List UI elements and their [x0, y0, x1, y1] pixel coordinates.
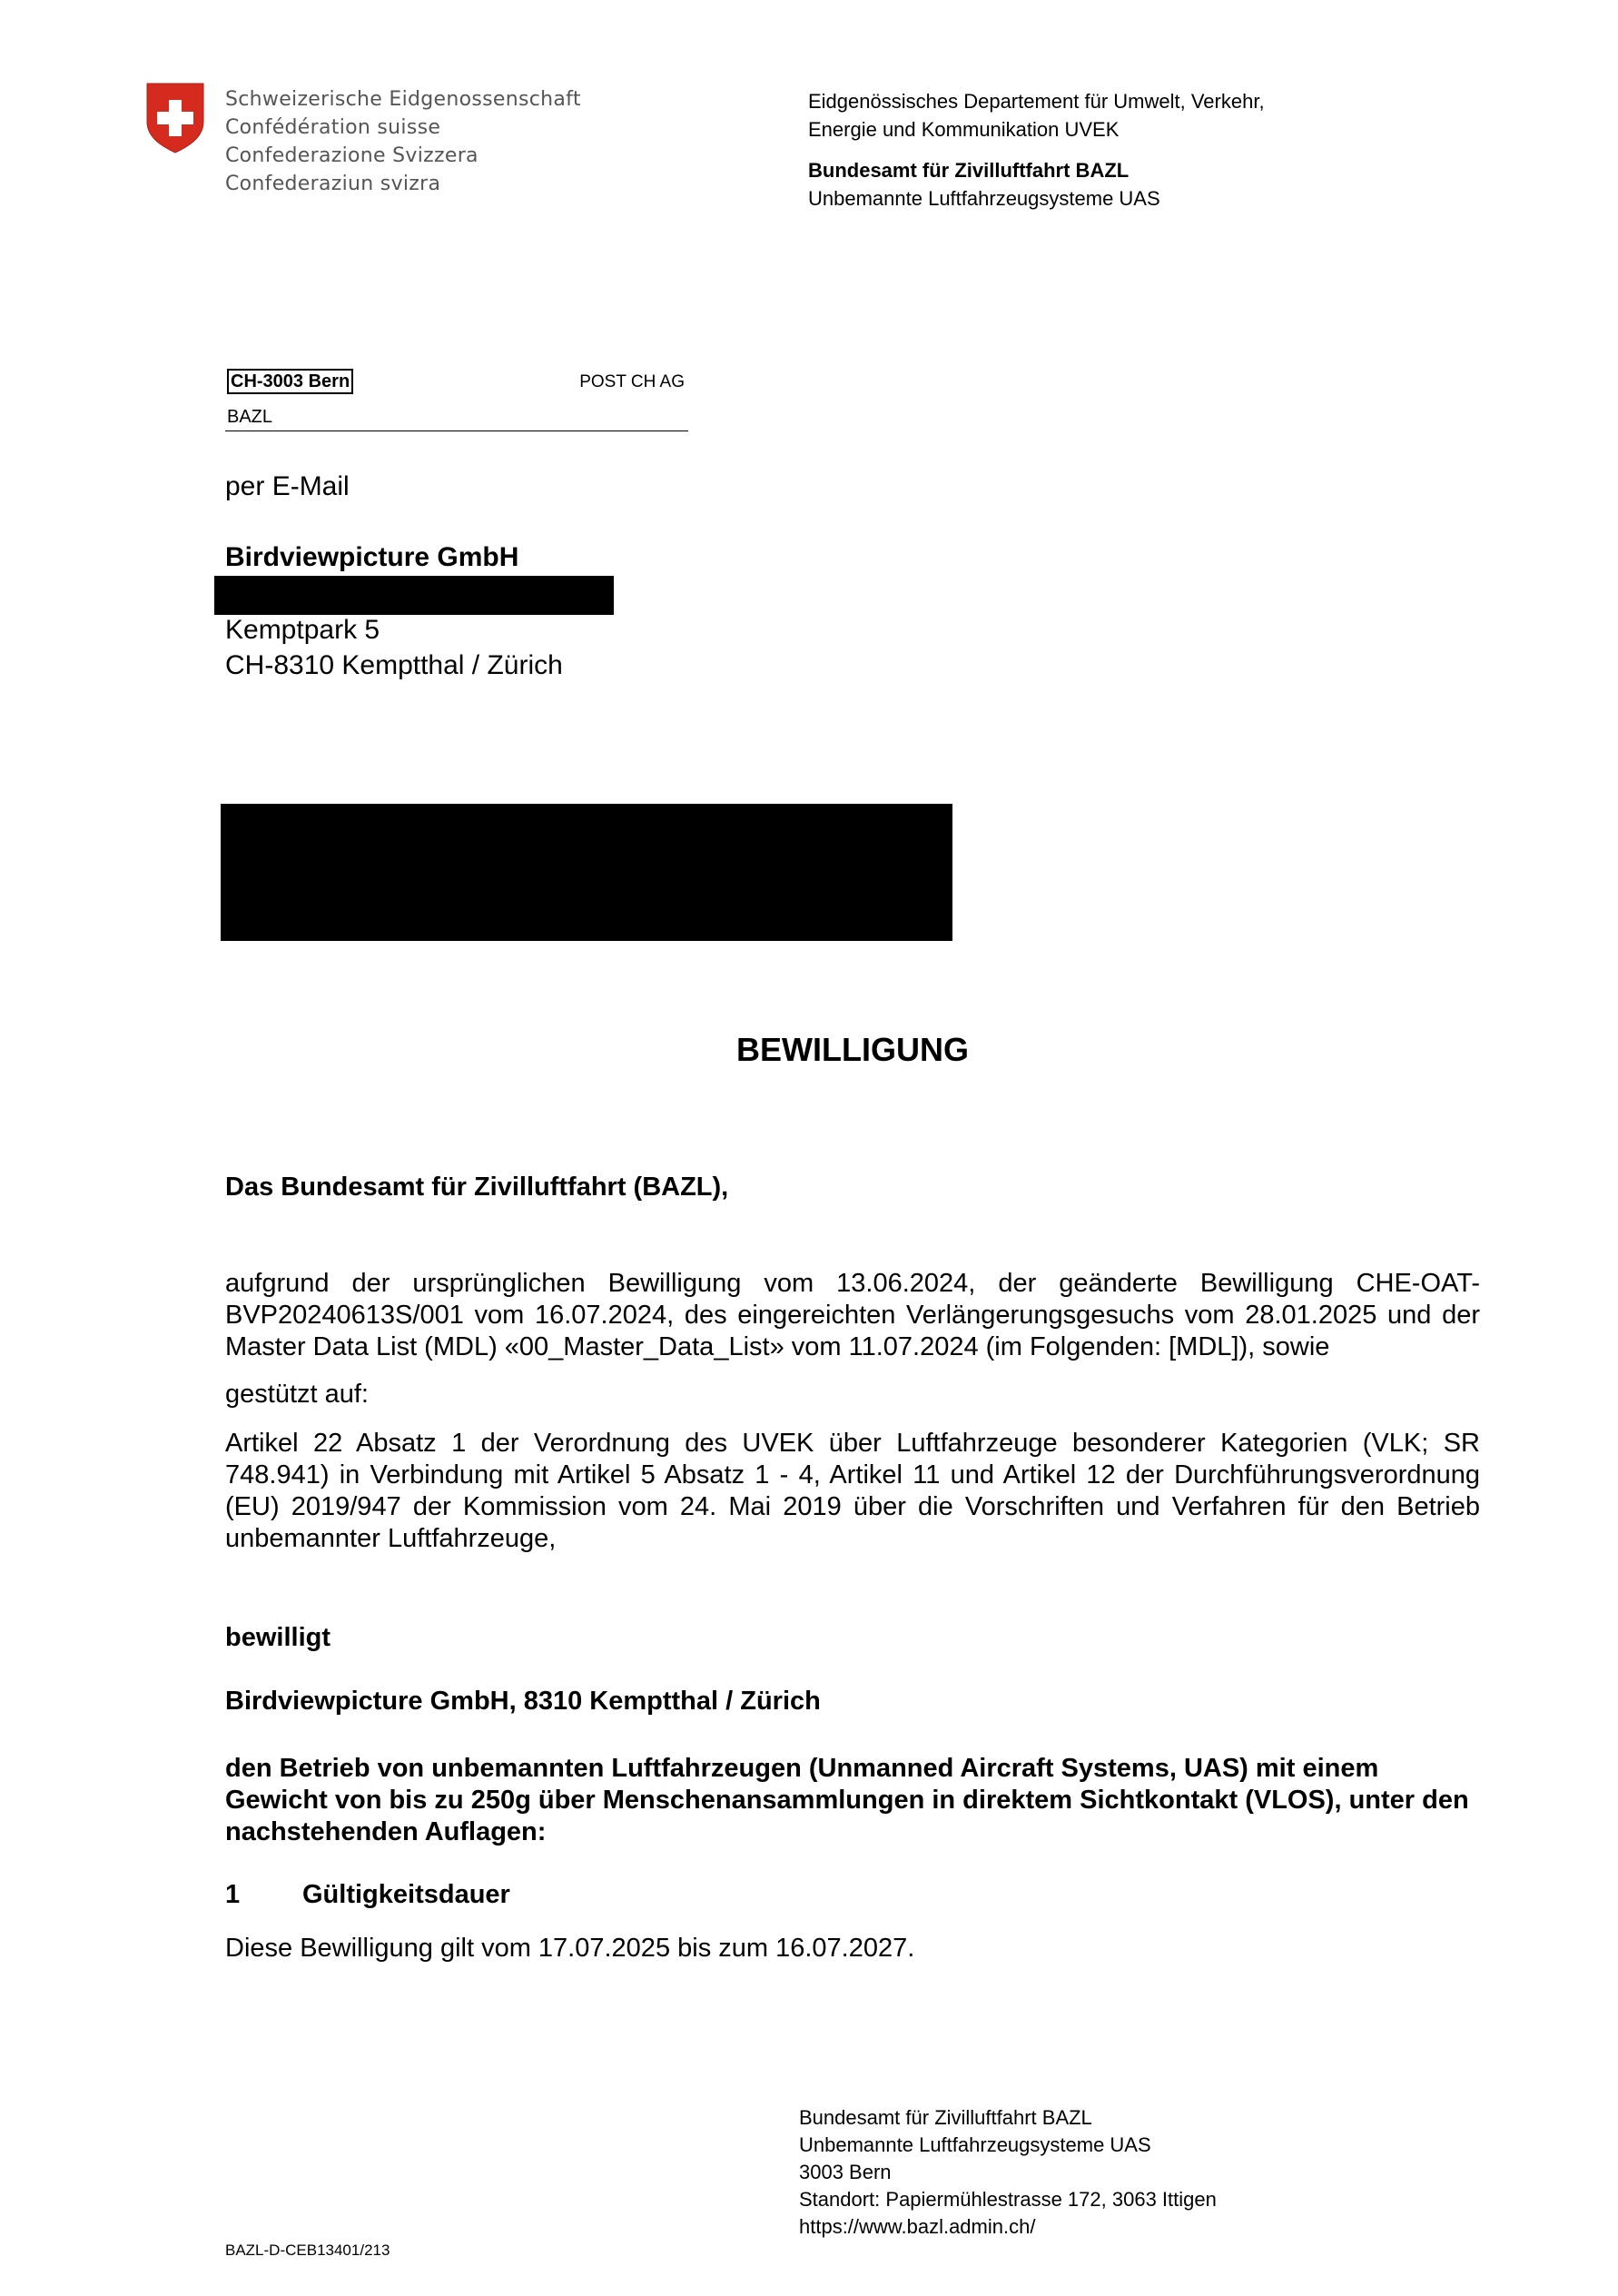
department-line-1: Eidgenössisches Departement für Umwelt, Verkehr, [808, 90, 1265, 113]
confederation-name-fr: Confédération suisse [225, 116, 441, 139]
post-label: POST CH AG [579, 372, 685, 391]
footer-address [799, 2104, 1217, 2241]
swiss-coat-of-arms-icon [145, 82, 205, 154]
supported-by-label: gestützt auf: [225, 1380, 369, 1409]
redaction-block [221, 804, 952, 941]
confederation-name-de: Schweizerische Eidgenossenschaft [225, 88, 581, 111]
legal-basis-paragraph: Artikel 22 Absatz 1 der Verordnung des UVEK über Luftfahrzeuge besonderer Kategorien (VLK; SR 748.941) in Verbindung mit Artikel 5 Absatz 1 - 4, Artikel 11 und Artikel 12 der Durchführungsverordnung (EU) 2019/947 der Kommission vom 24. Mai 2019 über die Vorschriften und Verfahren für den Betrieb unbemannter Luftfahrzeuge, [225, 1429, 1480, 1553]
document-title: BEWILLIGUNG [736, 1031, 969, 1068]
recipient-street: Kemptpark 5 [225, 615, 380, 645]
section-title: Gültigkeitsdauer [302, 1880, 510, 1909]
redaction-bar [214, 576, 614, 615]
section-number: 1 [225, 1880, 241, 1909]
footer-line-location: Standort: Papiermühlestrasse 172, 3063 Ittigen [799, 2188, 1217, 2211]
pp-label: CH-3003 Bern [227, 369, 353, 394]
office-unit: Unbemannte Luftfahrzeugsysteme UAS [808, 187, 1160, 210]
confederation-names [225, 85, 581, 198]
department-block [808, 87, 1265, 144]
recipient-city: CH-8310 Kemptthal / Zürich [225, 650, 563, 680]
scope-paragraph: den Betrieb von unbemannten Luftfahrzeugen (Unmanned Aircraft Systems, UAS) mit einem Gewicht von bis zu 250g über Menschenansammlungen in direktem Sichtkontakt (VLOS), unter den nachstehenden Auflagen: [225, 1754, 1469, 1846]
office-block [808, 156, 1160, 213]
office-name: Bundesamt für Zivilluftfahrt BAZL [808, 159, 1130, 182]
sender-line [225, 365, 688, 431]
confederation-name-it: Confederazione Svizzera [225, 144, 478, 167]
issuer-line: Das Bundesamt für Zivilluftfahrt (BAZL), [225, 1173, 729, 1202]
document-id: BAZL-D-CEB13401/213 [225, 2242, 390, 2259]
recipient-company: Birdviewpicture GmbH [225, 542, 519, 572]
footer-website-link[interactable]: https://www.bazl.admin.ch/ [799, 2215, 1036, 2238]
confederation-name-rm: Confederaziun svizra [225, 173, 441, 195]
grantee-line: Birdviewpicture GmbH, 8310 Kemptthal / Zürich [225, 1687, 821, 1716]
footer-line-office: Bundesamt für Zivilluftfahrt BAZL [799, 2106, 1092, 2129]
department-line-2: Energie und Kommunikation UVEK [808, 118, 1120, 141]
sender-label: BAZL [227, 407, 273, 427]
basis-paragraph: aufgrund der ursprünglichen Bewilligung vom 13.06.2024, der geänderte Bewilligung CHE-OAT-BVP20240613S/001 vom 16.07.2024, des eingereichten Verlängerungsgesuchs vom 28.01.2025 und der Master Data List (MDL) «00_Master_Data_List» vom 11.07.2024 (im Folgenden: [MDL]), sowie [225, 1269, 1480, 1361]
grants-label: bewilligt [225, 1623, 331, 1652]
delivery-method: per E-Mail [225, 471, 350, 501]
footer-line-city: 3003 Bern [799, 2161, 892, 2183]
validity-text: Diese Bewilligung gilt vom 17.07.2025 bis zum 16.07.2027. [225, 1934, 915, 1963]
footer-line-unit: Unbemannte Luftfahrzeugsysteme UAS [799, 2133, 1151, 2156]
